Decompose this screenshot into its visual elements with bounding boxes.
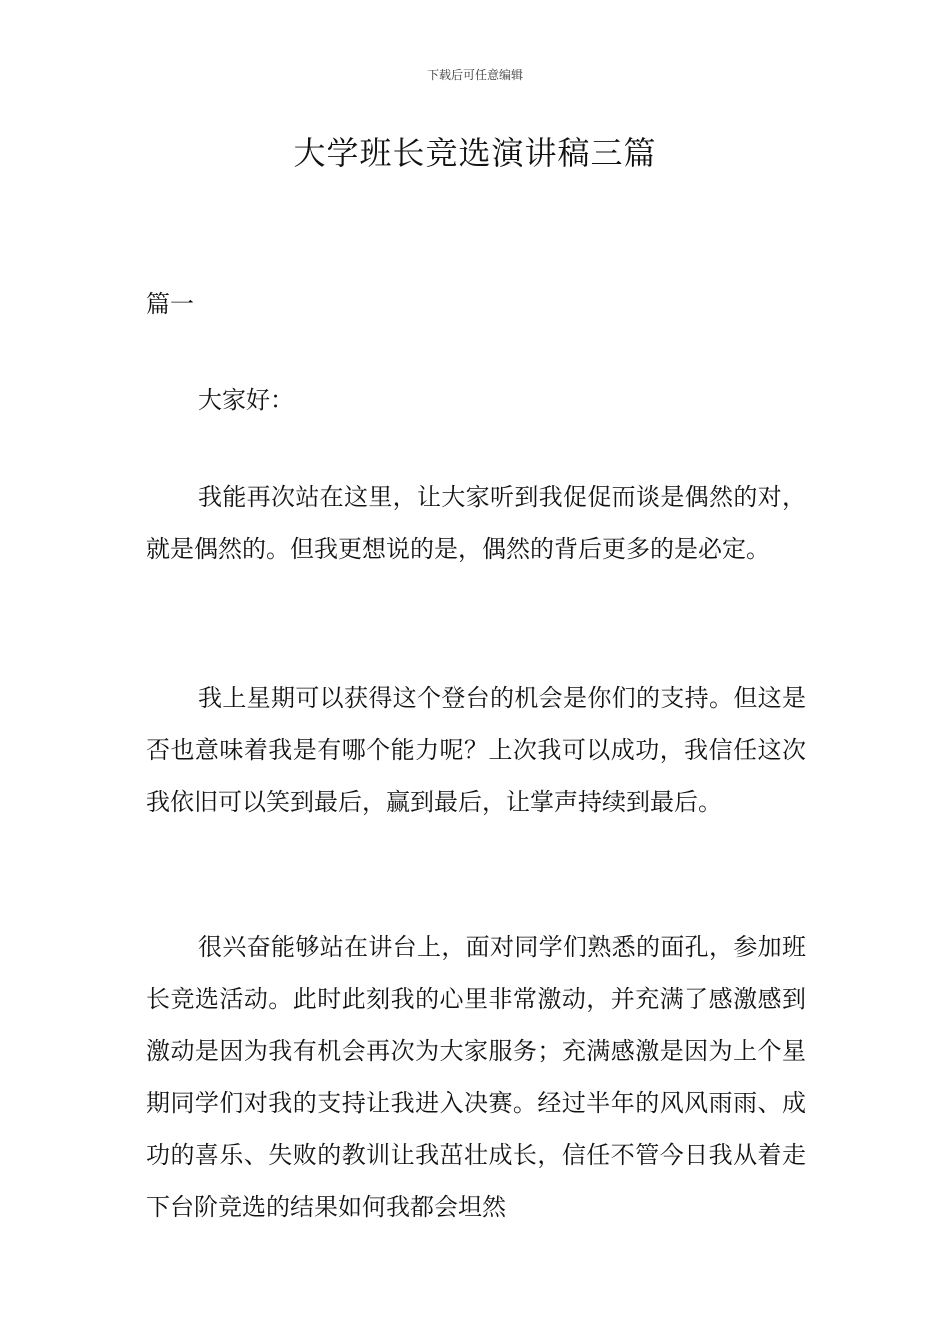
body-paragraph-3: 很兴奋能够站在讲台上，面对同学们熟悉的面孔，参加班长竞选活动。此时此刻我的心里非常激动，并充满了感激感到激动是因为我有机会再次为大家服务；充满感激是因为上个星期同学们对我的支持让我进入决赛。经过半年的风风雨雨、成功的喜乐、失败的教训让我茁壮成长，信任不管今日我从着走下台阶竞选的结果如何我都会坦然	[146, 933, 806, 1221]
header-note: 下载后可任意编辑	[426, 68, 523, 82]
section-label: 篇一	[146, 290, 194, 318]
body-paragraph-2: 我上星期可以获得这个登台的机会是你们的支持。但这是否也意味着我是有哪个能力呢？上次我可以成功，我信任这次我依旧可以笑到最后，赢到最后，让掌声持续到最后。	[146, 684, 806, 816]
body-paragraph-1: 我能再次站在这里，让大家听到我促促而谈是偶然的对，就是偶然的。但我更想说的是，偶然的背后更多的是必定。	[146, 483, 806, 563]
greeting-paragraph: 大家好：	[198, 386, 294, 414]
document-title: 大学班长竞选演讲稿三篇	[293, 134, 657, 172]
